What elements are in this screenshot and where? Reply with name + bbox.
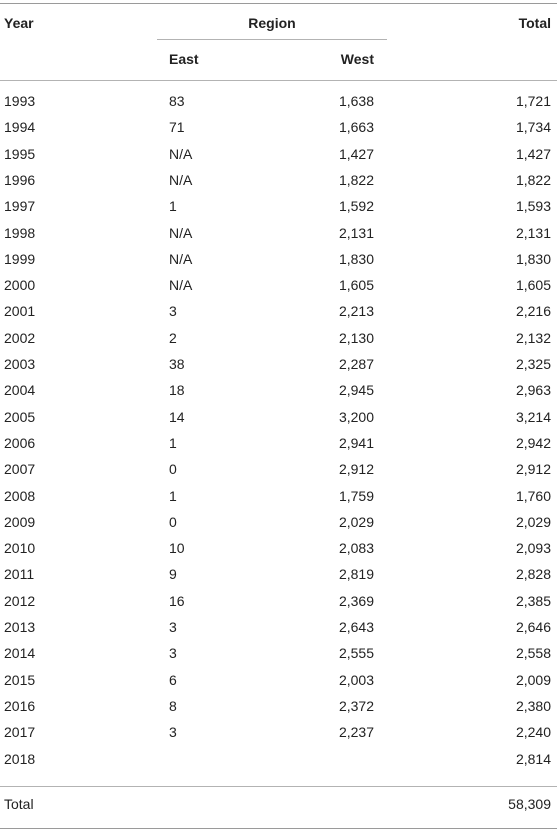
cell-year: 2002 [4, 330, 36, 346]
cell-total: 2,029 [515, 514, 551, 530]
table-top-rule [0, 3, 557, 4]
cell-west: 2,912 [338, 461, 374, 477]
cell-year: 2003 [4, 356, 36, 372]
cell-east: 38 [169, 356, 185, 372]
cell-year: 2000 [4, 277, 36, 293]
header-region: Region [248, 15, 296, 31]
cell-east: 8 [169, 698, 177, 714]
cell-west: 2,287 [338, 356, 374, 372]
cell-east: N/A [169, 172, 193, 188]
cell-total: 1,721 [515, 93, 551, 109]
cell-total: 2,814 [515, 751, 551, 767]
cell-east: 3 [169, 724, 177, 740]
cell-year: 1999 [4, 251, 36, 267]
cell-east: 0 [169, 514, 177, 530]
cell-east: N/A [169, 225, 193, 241]
cell-west: 1,830 [338, 251, 374, 267]
cell-east: 14 [169, 409, 185, 425]
cell-year: 2014 [4, 645, 36, 661]
cell-west: 2,003 [338, 672, 374, 688]
cell-west: 1,759 [338, 488, 374, 504]
cell-total: 2,828 [515, 566, 551, 582]
cell-west: 1,592 [338, 198, 374, 214]
cell-west: 2,213 [338, 303, 374, 319]
cell-total: 2,325 [515, 356, 551, 372]
cell-east: 71 [169, 119, 185, 135]
region-underline [157, 39, 387, 40]
cell-west: 1,427 [338, 146, 374, 162]
footer-top-rule [0, 786, 557, 787]
cell-total: 1,427 [515, 146, 551, 162]
cell-west: 2,941 [338, 435, 374, 451]
cell-east: 3 [169, 619, 177, 635]
cell-east: 2 [169, 330, 177, 346]
cell-total: 2,385 [515, 593, 551, 609]
cell-year: 2012 [4, 593, 36, 609]
cell-east: 1 [169, 198, 177, 214]
cell-year: 2017 [4, 724, 36, 740]
cell-east: 16 [169, 593, 185, 609]
cell-year: 1996 [4, 172, 36, 188]
header-bottom-rule [0, 80, 557, 81]
cell-west: 2,819 [338, 566, 374, 582]
cell-east: N/A [169, 251, 193, 267]
cell-east: 1 [169, 435, 177, 451]
cell-total: 1,734 [515, 119, 551, 135]
table-bottom-rule [0, 828, 557, 829]
cell-east: 18 [169, 382, 185, 398]
cell-east: 1 [169, 488, 177, 504]
cell-year: 1995 [4, 146, 36, 162]
header-total: Total [518, 15, 551, 31]
cell-east: 6 [169, 672, 177, 688]
cell-year: 2004 [4, 382, 36, 398]
cell-west: 2,131 [338, 225, 374, 241]
cell-year: 2001 [4, 303, 36, 319]
cell-total: 2,646 [515, 619, 551, 635]
header-east: East [169, 51, 199, 67]
cell-year: 2013 [4, 619, 36, 635]
cell-year: 2016 [4, 698, 36, 714]
cell-total: 2,240 [515, 724, 551, 740]
cell-total: 2,942 [515, 435, 551, 451]
cell-east: N/A [169, 277, 193, 293]
cell-year: 2006 [4, 435, 36, 451]
cell-year: 2009 [4, 514, 36, 530]
cell-east: 9 [169, 566, 177, 582]
cell-west: 2,083 [338, 540, 374, 556]
cell-west: 2,369 [338, 593, 374, 609]
cell-total: 2,380 [515, 698, 551, 714]
cell-west: 2,029 [338, 514, 374, 530]
cell-east: 0 [169, 461, 177, 477]
cell-total: 2,131 [515, 225, 551, 241]
cell-west: 3,200 [338, 409, 374, 425]
header-west: West [340, 51, 374, 67]
cell-year: 2007 [4, 461, 36, 477]
cell-year: 2015 [4, 672, 36, 688]
cell-year: 1993 [4, 93, 36, 109]
cell-total: 1,605 [515, 277, 551, 293]
cell-total: 1,822 [515, 172, 551, 188]
cell-west: 1,822 [338, 172, 374, 188]
cell-east: N/A [169, 146, 193, 162]
cell-total: 1,593 [515, 198, 551, 214]
cell-year: 1994 [4, 119, 36, 135]
cell-year: 2010 [4, 540, 36, 556]
cell-year: 1998 [4, 225, 36, 241]
cell-total: 2,093 [515, 540, 551, 556]
cell-total: 2,558 [515, 645, 551, 661]
cell-west: 2,945 [338, 382, 374, 398]
cell-year: 1997 [4, 198, 36, 214]
cell-east: 83 [169, 93, 185, 109]
footer-total-value: 58,309 [508, 796, 551, 812]
cell-east: 3 [169, 645, 177, 661]
cell-total: 1,760 [515, 488, 551, 504]
cell-total: 2,216 [515, 303, 551, 319]
cell-year: 2011 [4, 566, 35, 582]
cell-west: 1,663 [338, 119, 374, 135]
cell-west: 2,643 [338, 619, 374, 635]
header-year: Year [4, 15, 34, 31]
cell-total: 2,132 [515, 330, 551, 346]
cell-east: 10 [169, 540, 185, 556]
cell-year: 2018 [4, 751, 36, 767]
cell-total: 3,214 [515, 409, 551, 425]
footer-total-label: Total [4, 796, 34, 812]
cell-west: 2,555 [338, 645, 374, 661]
cell-total: 2,912 [515, 461, 551, 477]
cell-west: 1,605 [338, 277, 374, 293]
cell-west: 1,638 [338, 93, 374, 109]
cell-year: 2008 [4, 488, 36, 504]
cell-year: 2005 [4, 409, 36, 425]
cell-east: 3 [169, 303, 177, 319]
cell-west: 2,237 [338, 724, 374, 740]
cell-west: 2,372 [338, 698, 374, 714]
cell-total: 2,009 [515, 672, 551, 688]
cell-total: 2,963 [515, 382, 551, 398]
cell-total: 1,830 [515, 251, 551, 267]
cell-west: 2,130 [338, 330, 374, 346]
